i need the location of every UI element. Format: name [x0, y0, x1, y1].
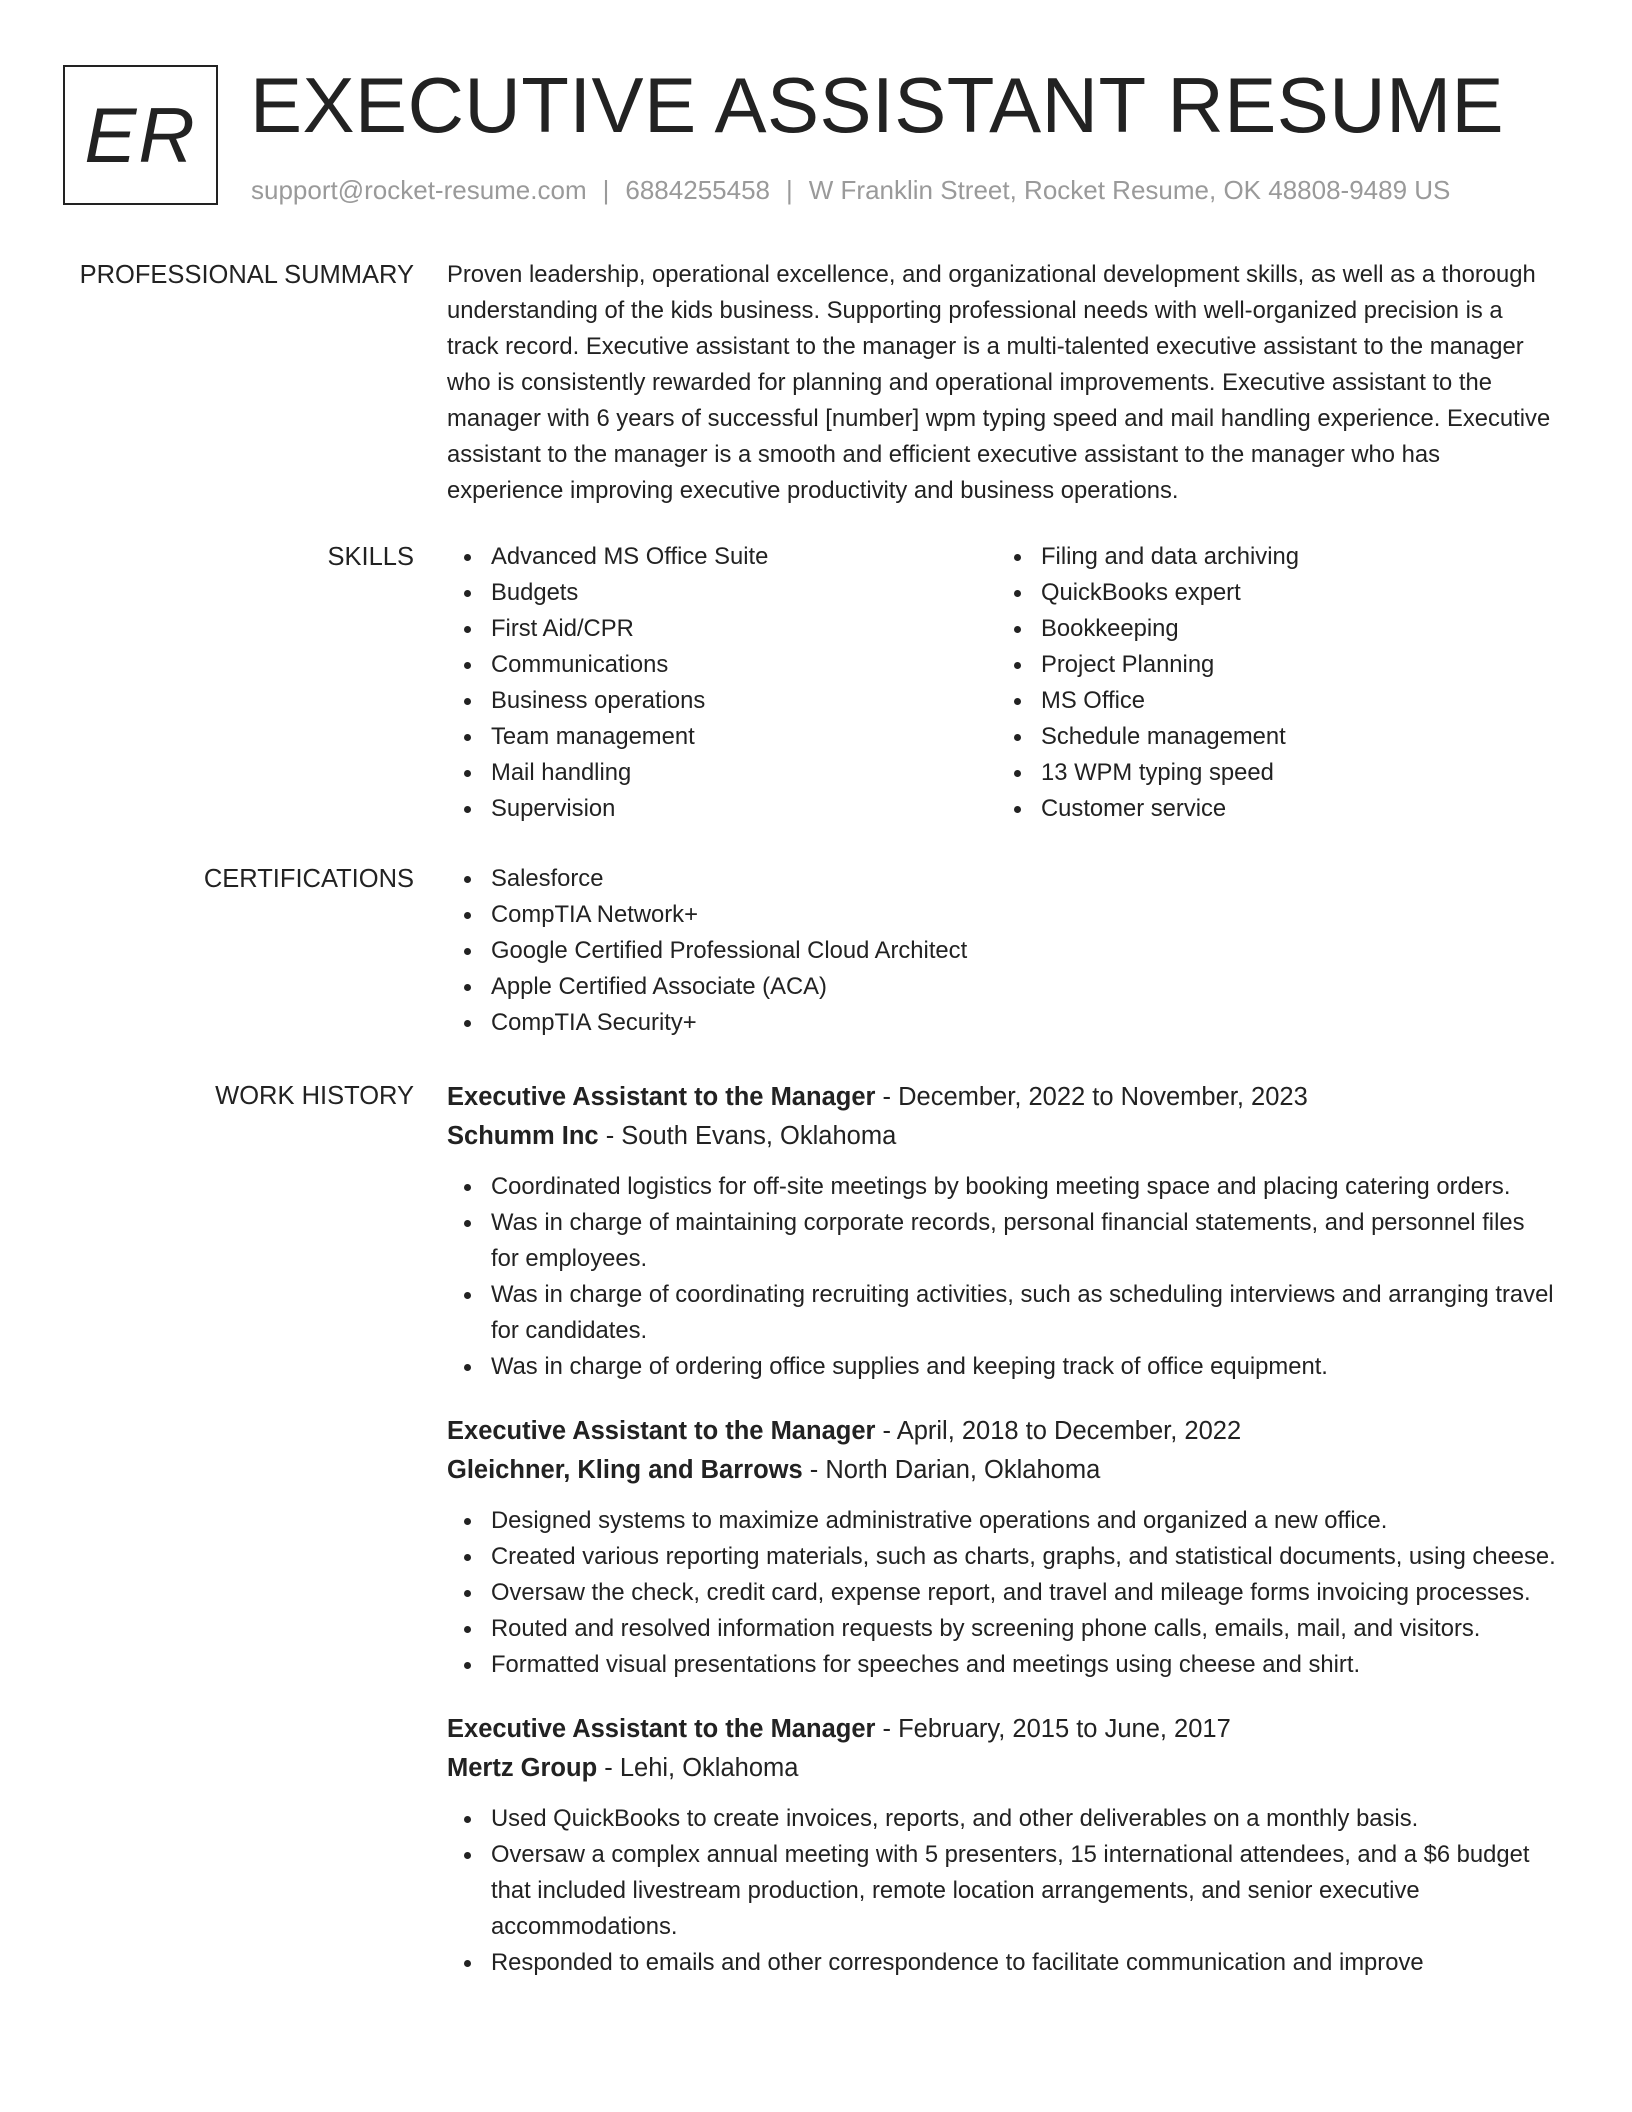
job-bullet: Coordinated logistics for off-site meetings by booking meeting space and placing catering orders. — [491, 1169, 1557, 1205]
job-bullets — [447, 1801, 1557, 1981]
skill-item: Mail handling — [491, 755, 997, 791]
job-bullet: Created various reporting materials, such as charts, graphs, and statistical documents, using cheese. — [491, 1539, 1557, 1575]
job-title-line — [447, 1412, 1557, 1451]
job-dates: - February, 2015 to June, 2017 — [875, 1715, 1231, 1743]
contact-email[interactable]: support@rocket-resume.com — [251, 175, 587, 205]
section-label-summary: PROFESSIONAL SUMMARY — [79, 261, 414, 289]
job-entry — [447, 1710, 1557, 1981]
skills-body — [447, 539, 1557, 827]
job-bullet: Used QuickBooks to create invoices, reports, and other deliverables on a monthly basis. — [491, 1801, 1557, 1837]
job-company: Schumm Inc — [447, 1122, 599, 1150]
contact-separator: | — [602, 175, 610, 205]
job-entry — [447, 1412, 1557, 1683]
job-bullets — [447, 1503, 1557, 1683]
skills-list-left — [447, 539, 997, 827]
certification-item: CompTIA Network+ — [491, 897, 1557, 933]
summary-text: Proven leadership, operational excellence, and organizational development skills, as well as a thorough understanding of the kids business. Supporting professional needs with well-organized precision is a track record. Executive assistant to the manager is a multi-talented executive assistant to the manager who is consistently rewarded for planning and operational improvements. Executive assistant to the manager with 6 years of successful [number] wpm typing speed and mail handling experience. Executive assistant to the manager is a smooth and efficient executive assistant to the manager who has experience improving executive productivity and business operations. — [447, 261, 1551, 504]
job-company-line — [447, 1749, 1557, 1788]
skills-column-right — [997, 539, 1547, 827]
contact-address: W Franklin Street, Rocket Resume, OK 48808-9489 US — [808, 175, 1451, 205]
job-bullets — [447, 1169, 1557, 1385]
section-label-certifications: CERTIFICATIONS — [203, 865, 414, 893]
job-bullet: Formatted visual presentations for speeches and meetings using cheese and shirt. — [491, 1647, 1557, 1683]
job-company-line — [447, 1451, 1557, 1490]
monogram-logo: ER — [63, 65, 218, 205]
job-dates: - April, 2018 to December, 2022 — [875, 1417, 1242, 1445]
job-bullet: Oversaw the check, credit card, expense report, and travel and mileage forms invoicing processes. — [491, 1575, 1557, 1611]
job-title-line — [447, 1078, 1557, 1117]
skill-item: Supervision — [491, 791, 997, 827]
contact-separator: | — [786, 175, 793, 205]
job-bullet: Designed systems to maximize administrative operations and organized a new office. — [491, 1503, 1557, 1539]
job-bullet: Responded to emails and other correspondence to facilitate communication and improve — [491, 1945, 1557, 1981]
skill-item: Team management — [491, 719, 997, 755]
skill-item: Budgets — [491, 575, 997, 611]
section-label-skills: SKILLS — [327, 543, 414, 571]
job-company: Mertz Group — [447, 1754, 598, 1782]
skill-item: QuickBooks expert — [1041, 575, 1547, 611]
job-dates: - December, 2022 to November, 2023 — [875, 1083, 1308, 1111]
job-bullet: Was in charge of ordering office supplies and keeping track of office equipment. — [491, 1349, 1557, 1385]
skill-item: 13 WPM typing speed — [1041, 755, 1547, 791]
skill-item: Customer service — [1041, 791, 1547, 827]
summary-body — [447, 257, 1557, 509]
skill-item: Advanced MS Office Suite — [491, 539, 997, 575]
certifications-list — [447, 861, 1557, 1041]
contact-line — [251, 175, 1450, 206]
resume-header — [63, 61, 1583, 215]
job-bullet: Was in charge of maintaining corporate records, personal financial statements, and personnel files for employees. — [491, 1205, 1557, 1277]
page-title: EXECUTIVE ASSISTANT RESUME — [250, 61, 1505, 149]
job-bullet: Was in charge of coordinating recruiting activities, such as scheduling interviews and arranging travel for candidates. — [491, 1277, 1557, 1349]
job-entry — [447, 1078, 1557, 1385]
job-company: Gleichner, Kling and Barrows — [447, 1456, 803, 1484]
job-title: Executive Assistant to the Manager — [447, 1417, 876, 1445]
contact-phone[interactable]: 6884255458 — [625, 175, 770, 205]
skill-item: Schedule management — [1041, 719, 1547, 755]
skills-list-right — [997, 539, 1547, 827]
certification-item: CompTIA Security+ — [491, 1005, 1557, 1041]
skill-item: Communications — [491, 647, 997, 683]
certifications-body — [447, 861, 1557, 1041]
job-location: - South Evans, Oklahoma — [598, 1122, 897, 1150]
skill-item: Filing and data archiving — [1041, 539, 1547, 575]
skill-item: First Aid/CPR — [491, 611, 997, 647]
skill-item: Project Planning — [1041, 647, 1547, 683]
section-label-work-history: WORK HISTORY — [215, 1082, 414, 1110]
skill-item: MS Office — [1041, 683, 1547, 719]
work-history-body — [447, 1078, 1557, 1981]
certification-item: Apple Certified Associate (ACA) — [491, 969, 1557, 1005]
job-company-line — [447, 1117, 1557, 1156]
job-location: - North Darian, Oklahoma — [802, 1456, 1101, 1484]
certification-item: Google Certified Professional Cloud Architect — [491, 933, 1557, 969]
skill-item: Bookkeeping — [1041, 611, 1547, 647]
skills-column-left — [447, 539, 997, 827]
certification-item: Salesforce — [491, 861, 1557, 897]
job-location: - Lehi, Oklahoma — [597, 1754, 799, 1782]
job-title: Executive Assistant to the Manager — [447, 1715, 876, 1743]
job-bullet: Oversaw a complex annual meeting with 5 presenters, 15 international attendees, and a $6 budget that included livestream production, remote location arrangements, and senior executive accommodations. — [491, 1837, 1557, 1945]
job-bullet: Routed and resolved information requests by screening phone calls, emails, mail, and visitors. — [491, 1611, 1557, 1647]
job-title-line — [447, 1710, 1557, 1749]
skill-item: Business operations — [491, 683, 997, 719]
job-title: Executive Assistant to the Manager — [447, 1083, 876, 1111]
